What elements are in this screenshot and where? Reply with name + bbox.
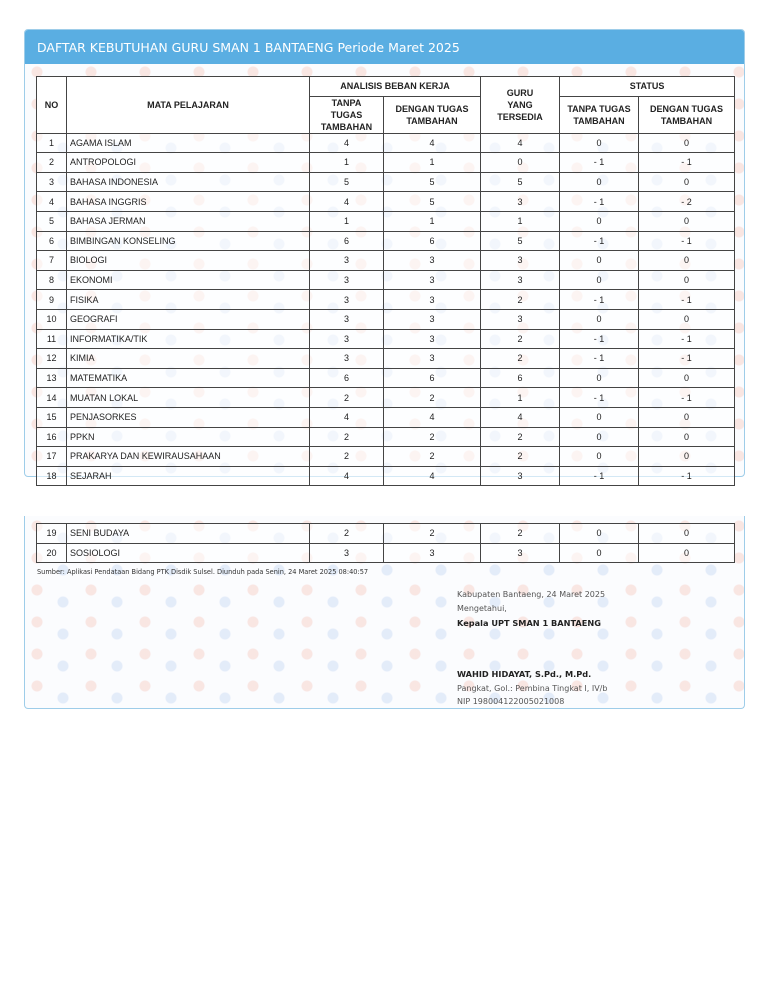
header-status-dengan: DENGAN TUGAS TAMBAHAN	[639, 96, 735, 133]
row-guru: 3	[481, 466, 560, 486]
teacher-needs-table	[36, 76, 735, 486]
row-guru: 1	[481, 211, 560, 231]
row-tanpa: 3	[310, 309, 384, 329]
row-tanpa: 3	[310, 329, 384, 349]
source-note: Sumber: Aplikasi Pendataan Bidang PTK Disdik Sulsel. Diunduh pada Senin, 24 Maret 2025 08:40:57	[37, 568, 369, 576]
row-no: 5	[37, 211, 67, 231]
row-tanpa: 2	[310, 524, 384, 544]
row-status-dengan: 0	[639, 427, 735, 447]
row-tanpa: 4	[310, 466, 384, 486]
row-status-tanpa: 0	[560, 407, 639, 427]
signatory-nip: NIP 198004122005021008	[457, 697, 565, 706]
row-guru: 5	[481, 172, 560, 192]
row-status-tanpa: 0	[560, 133, 639, 153]
row-tanpa: 4	[310, 192, 384, 212]
row-dengan: 4	[384, 133, 481, 153]
table-row	[37, 407, 735, 427]
row-dengan: 2	[384, 447, 481, 467]
row-subject: PPKN	[67, 427, 310, 447]
row-no: 17	[37, 447, 67, 467]
row-no: 9	[37, 290, 67, 310]
header-mata-pelajaran: MATA PELAJARAN	[67, 77, 310, 134]
row-subject: SOSIOLOGI	[67, 543, 310, 563]
header-dengan-tugas: DENGAN TUGAS TAMBAHAN	[384, 96, 481, 133]
row-status-dengan: - 2	[639, 192, 735, 212]
row-dengan: 3	[384, 290, 481, 310]
table-row	[37, 524, 735, 544]
row-tanpa: 6	[310, 368, 384, 388]
row-guru: 4	[481, 407, 560, 427]
row-no: 18	[37, 466, 67, 486]
row-guru: 3	[481, 192, 560, 212]
row-status-tanpa: - 1	[560, 466, 639, 486]
row-subject: KIMIA	[67, 349, 310, 369]
row-subject: BAHASA INDONESIA	[67, 172, 310, 192]
row-guru: 3	[481, 309, 560, 329]
row-no: 12	[37, 349, 67, 369]
row-tanpa: 3	[310, 290, 384, 310]
row-subject: BIOLOGI	[67, 251, 310, 271]
row-no: 19	[37, 524, 67, 544]
signatory-rank: Pangkat, Gol.: Pembina Tingkat I, IV/b	[457, 684, 608, 693]
row-status-dengan: 0	[639, 172, 735, 192]
row-dengan: 3	[384, 251, 481, 271]
row-status-tanpa: 0	[560, 211, 639, 231]
row-status-dengan: - 1	[639, 290, 735, 310]
row-guru: 3	[481, 251, 560, 271]
header-analisis-beban-kerja: ANALISIS BEBAN KERJA	[310, 77, 481, 97]
row-tanpa: 2	[310, 427, 384, 447]
row-guru: 5	[481, 231, 560, 251]
row-no: 14	[37, 388, 67, 408]
table-row	[37, 153, 735, 173]
row-dengan: 3	[384, 309, 481, 329]
row-no: 15	[37, 407, 67, 427]
row-status-tanpa: 0	[560, 543, 639, 563]
row-guru: 0	[481, 153, 560, 173]
row-status-tanpa: - 1	[560, 153, 639, 173]
row-status-tanpa: - 1	[560, 290, 639, 310]
row-dengan: 2	[384, 427, 481, 447]
row-status-tanpa: 0	[560, 447, 639, 467]
row-guru: 2	[481, 349, 560, 369]
row-tanpa: 2	[310, 388, 384, 408]
row-dengan: 4	[384, 407, 481, 427]
row-status-dengan: 0	[639, 211, 735, 231]
row-status-dengan: - 1	[639, 388, 735, 408]
table-row	[37, 251, 735, 271]
row-status-tanpa: - 1	[560, 349, 639, 369]
acknowledged-label: Mengetahui,	[457, 604, 507, 613]
row-status-dengan: - 1	[639, 153, 735, 173]
row-tanpa: 4	[310, 407, 384, 427]
panel-title: DAFTAR KEBUTUHAN GURU SMAN 1 BANTAENG Periode Maret 2025	[25, 30, 744, 64]
row-subject: GEOGRAFI	[67, 309, 310, 329]
row-status-tanpa: 0	[560, 309, 639, 329]
row-status-dengan: - 1	[639, 231, 735, 251]
table-row	[37, 368, 735, 388]
header-guru-tersedia: GURU YANG TERSEDIA	[481, 77, 560, 134]
row-tanpa: 6	[310, 231, 384, 251]
row-tanpa: 1	[310, 211, 384, 231]
row-guru: 6	[481, 368, 560, 388]
row-status-tanpa: 0	[560, 172, 639, 192]
row-status-tanpa: 0	[560, 251, 639, 271]
table-row	[37, 388, 735, 408]
table-row	[37, 309, 735, 329]
row-dengan: 1	[384, 153, 481, 173]
row-dengan: 5	[384, 192, 481, 212]
row-no: 10	[37, 309, 67, 329]
row-status-dengan: 0	[639, 447, 735, 467]
row-status-tanpa: - 1	[560, 231, 639, 251]
row-no: 7	[37, 251, 67, 271]
signatory-position: Kepala UPT SMAN 1 BANTAENG	[457, 618, 601, 628]
table-row	[37, 192, 735, 212]
row-subject: EKONOMI	[67, 270, 310, 290]
row-status-dengan: 0	[639, 543, 735, 563]
row-subject: ANTROPOLOGI	[67, 153, 310, 173]
table-row	[37, 172, 735, 192]
row-no: 3	[37, 172, 67, 192]
row-dengan: 4	[384, 466, 481, 486]
row-tanpa: 3	[310, 349, 384, 369]
row-subject: SEJARAH	[67, 466, 310, 486]
header-tanpa-tugas: TANPA TUGAS TAMBAHAN	[310, 96, 384, 133]
row-no: 4	[37, 192, 67, 212]
row-no: 13	[37, 368, 67, 388]
row-subject: SENI BUDAYA	[67, 524, 310, 544]
table-row	[37, 211, 735, 231]
row-dengan: 6	[384, 231, 481, 251]
row-tanpa: 1	[310, 153, 384, 173]
row-status-dengan: 0	[639, 133, 735, 153]
signatory-name: WAHID HIDAYAT, S.Pd., M.Pd.	[457, 669, 592, 679]
row-subject: FISIKA	[67, 290, 310, 310]
row-dengan: 3	[384, 349, 481, 369]
table-row	[37, 270, 735, 290]
row-subject: MUATAN LOKAL	[67, 388, 310, 408]
row-status-dengan: 0	[639, 368, 735, 388]
row-status-dengan: - 1	[639, 349, 735, 369]
row-subject: MATEMATIKA	[67, 368, 310, 388]
table-row	[37, 349, 735, 369]
row-tanpa: 3	[310, 270, 384, 290]
row-status-tanpa: - 1	[560, 388, 639, 408]
table-row	[37, 447, 735, 467]
table-row	[37, 290, 735, 310]
row-no: 8	[37, 270, 67, 290]
row-subject: PENJASORKES	[67, 407, 310, 427]
header-no: NO	[37, 77, 67, 134]
row-guru: 2	[481, 290, 560, 310]
row-status-tanpa: 0	[560, 427, 639, 447]
row-status-dengan: - 1	[639, 329, 735, 349]
row-no: 20	[37, 543, 67, 563]
row-tanpa: 2	[310, 447, 384, 467]
row-status-dengan: 0	[639, 270, 735, 290]
row-dengan: 3	[384, 543, 481, 563]
row-guru: 4	[481, 133, 560, 153]
row-status-dengan: - 1	[639, 466, 735, 486]
row-guru: 3	[481, 270, 560, 290]
row-guru: 2	[481, 427, 560, 447]
row-status-tanpa: 0	[560, 270, 639, 290]
report-panel-continued	[24, 516, 745, 709]
row-tanpa: 5	[310, 172, 384, 192]
row-tanpa: 3	[310, 543, 384, 563]
header-status-tanpa: TANPA TUGAS TAMBAHAN	[560, 96, 639, 133]
row-dengan: 2	[384, 388, 481, 408]
table-row	[37, 329, 735, 349]
row-no: 6	[37, 231, 67, 251]
row-no: 16	[37, 427, 67, 447]
table-row	[37, 427, 735, 447]
row-subject: BAHASA JERMAN	[67, 211, 310, 231]
row-subject: BIMBINGAN KONSELING	[67, 231, 310, 251]
row-dengan: 1	[384, 211, 481, 231]
table-row	[37, 133, 735, 153]
table-row	[37, 466, 735, 486]
row-status-dengan: 0	[639, 251, 735, 271]
row-dengan: 3	[384, 329, 481, 349]
row-no: 1	[37, 133, 67, 153]
row-guru: 2	[481, 447, 560, 467]
place-date: Kabupaten Bantaeng, 24 Maret 2025	[457, 590, 606, 599]
row-status-tanpa: - 1	[560, 329, 639, 349]
row-status-dengan: 0	[639, 407, 735, 427]
row-status-tanpa: - 1	[560, 192, 639, 212]
row-guru: 1	[481, 388, 560, 408]
row-no: 2	[37, 153, 67, 173]
header-status: STATUS	[560, 77, 735, 97]
row-dengan: 3	[384, 270, 481, 290]
row-guru: 3	[481, 543, 560, 563]
row-subject: PRAKARYA DAN KEWIRAUSAHAAN	[67, 447, 310, 467]
row-subject: AGAMA ISLAM	[67, 133, 310, 153]
table-row	[37, 231, 735, 251]
row-subject: INFORMATIKA/TIK	[67, 329, 310, 349]
row-tanpa: 3	[310, 251, 384, 271]
teacher-needs-table-continued	[36, 523, 735, 563]
row-dengan: 2	[384, 524, 481, 544]
row-dengan: 6	[384, 368, 481, 388]
table-body	[37, 133, 735, 486]
report-panel	[24, 29, 745, 481]
row-tanpa: 4	[310, 133, 384, 153]
row-status-dengan: 0	[639, 309, 735, 329]
row-status-dengan: 0	[639, 524, 735, 544]
row-subject: BAHASA INGGRIS	[67, 192, 310, 212]
row-guru: 2	[481, 524, 560, 544]
row-status-tanpa: 0	[560, 524, 639, 544]
row-status-tanpa: 0	[560, 368, 639, 388]
row-no: 11	[37, 329, 67, 349]
table-body-continued	[37, 524, 735, 563]
row-dengan: 5	[384, 172, 481, 192]
row-guru: 2	[481, 329, 560, 349]
table-row	[37, 543, 735, 563]
